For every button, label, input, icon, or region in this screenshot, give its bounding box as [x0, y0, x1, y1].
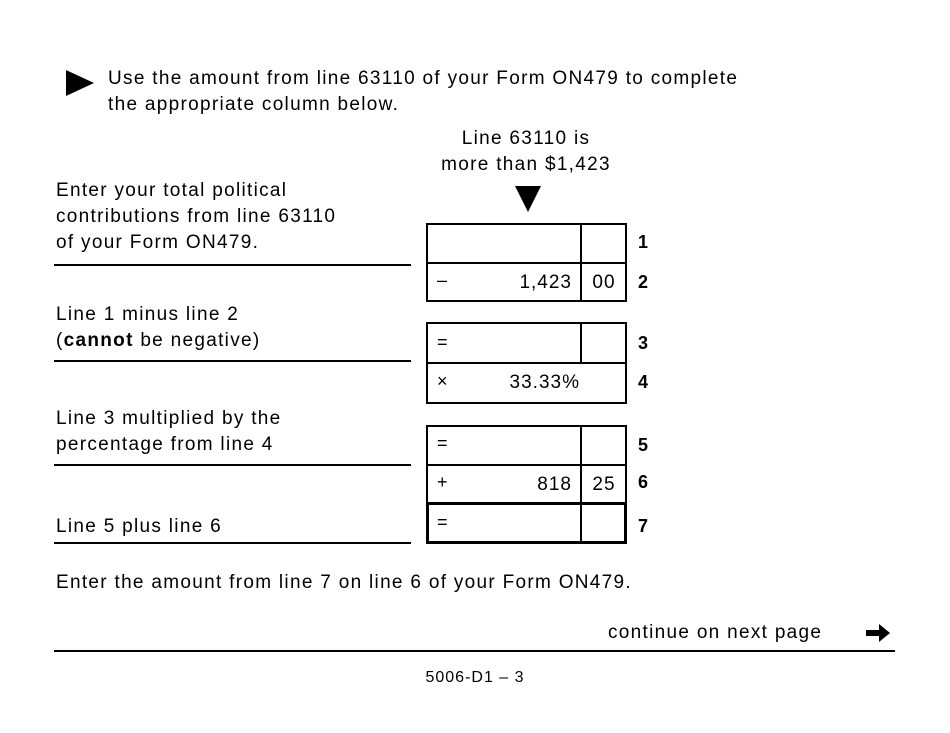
- line-7-operator: =: [437, 512, 448, 532]
- column-header-line-2: more than $1,423: [441, 154, 611, 175]
- plus-label-1: Line 5 plus line 6: [56, 516, 223, 537]
- label-rule-4: [54, 542, 411, 544]
- intro-line-1: Use the amount from line 63110 of your Form ON479 to complete: [108, 68, 739, 89]
- line-number-7: 7: [638, 516, 649, 536]
- line-1-cents-field[interactable]: [582, 225, 625, 262]
- line-number-6: 6: [638, 472, 649, 492]
- footer-rule: [54, 650, 895, 652]
- line-3-cents-field[interactable]: [582, 324, 625, 362]
- label-rule-3: [54, 464, 411, 466]
- minus-label-2-pre: (: [56, 330, 64, 351]
- label-rule-2: [54, 360, 411, 362]
- line-4-operator: ×: [437, 371, 448, 391]
- column-header-line-1: Line 63110 is: [461, 128, 591, 149]
- lines-1-2-divider: [426, 262, 627, 264]
- contrib-label-1: Enter your total political: [56, 180, 288, 201]
- minus-label-1: Line 1 minus line 2: [56, 304, 240, 325]
- line-number-3: 3: [638, 333, 649, 353]
- line-6-cents: 25: [592, 474, 616, 495]
- minus-label-2-bold: cannot: [63, 330, 134, 351]
- page-reference: 5006-D1 – 3: [425, 669, 525, 686]
- line-number-5: 5: [638, 435, 649, 455]
- line-6-dollars: 818: [537, 474, 572, 495]
- line-5-operator: =: [437, 433, 448, 453]
- line-number-4: 4: [638, 372, 649, 392]
- line-number-1: 1: [638, 232, 649, 252]
- mult-label-1: Line 3 multiplied by the: [56, 408, 282, 429]
- mult-label-2: percentage from line 4: [56, 434, 274, 455]
- line-7-cents-field[interactable]: [582, 505, 624, 541]
- lines-5-7-divider-1: [426, 464, 627, 466]
- contrib-label-3: of your Form ON479.: [56, 232, 260, 253]
- minus-label-2: [56, 328, 261, 354]
- line-3-operator: =: [437, 332, 448, 352]
- line-4-percentage: 33.33%: [509, 372, 580, 393]
- triangle-right-icon: [66, 70, 94, 96]
- line-7-right-border: [624, 502, 627, 544]
- line-1-dollars-field[interactable]: [428, 225, 580, 262]
- line-2-operator: –: [437, 270, 448, 290]
- line-2-dollars: 1,423: [519, 272, 572, 293]
- lines-3-4-divider: [426, 362, 627, 364]
- minus-label-2-post: be negative): [133, 330, 261, 351]
- intro-line-2: the appropriate column below.: [108, 94, 400, 115]
- final-instruction: Enter the amount from line 7 on line 6 of your Form ON479.: [56, 572, 632, 593]
- line-7-bottom-border: [426, 541, 627, 544]
- line-5-dollars-field[interactable]: [455, 427, 579, 464]
- continue-text: continue on next page: [608, 622, 823, 643]
- line-6-operator: +: [437, 472, 448, 492]
- line-number-2: 2: [638, 272, 649, 292]
- arrow-right-icon: [864, 621, 892, 645]
- triangle-down-icon: [515, 186, 541, 212]
- line-5-cents-field[interactable]: [582, 427, 625, 464]
- line-7-left-border: [426, 502, 429, 544]
- line-7-dollars-field[interactable]: [455, 505, 579, 541]
- contrib-label-2: contributions from line 63110: [56, 206, 337, 227]
- label-rule-1: [54, 264, 411, 266]
- line-3-dollars-field[interactable]: [455, 324, 579, 362]
- line-2-cents: 00: [592, 272, 616, 293]
